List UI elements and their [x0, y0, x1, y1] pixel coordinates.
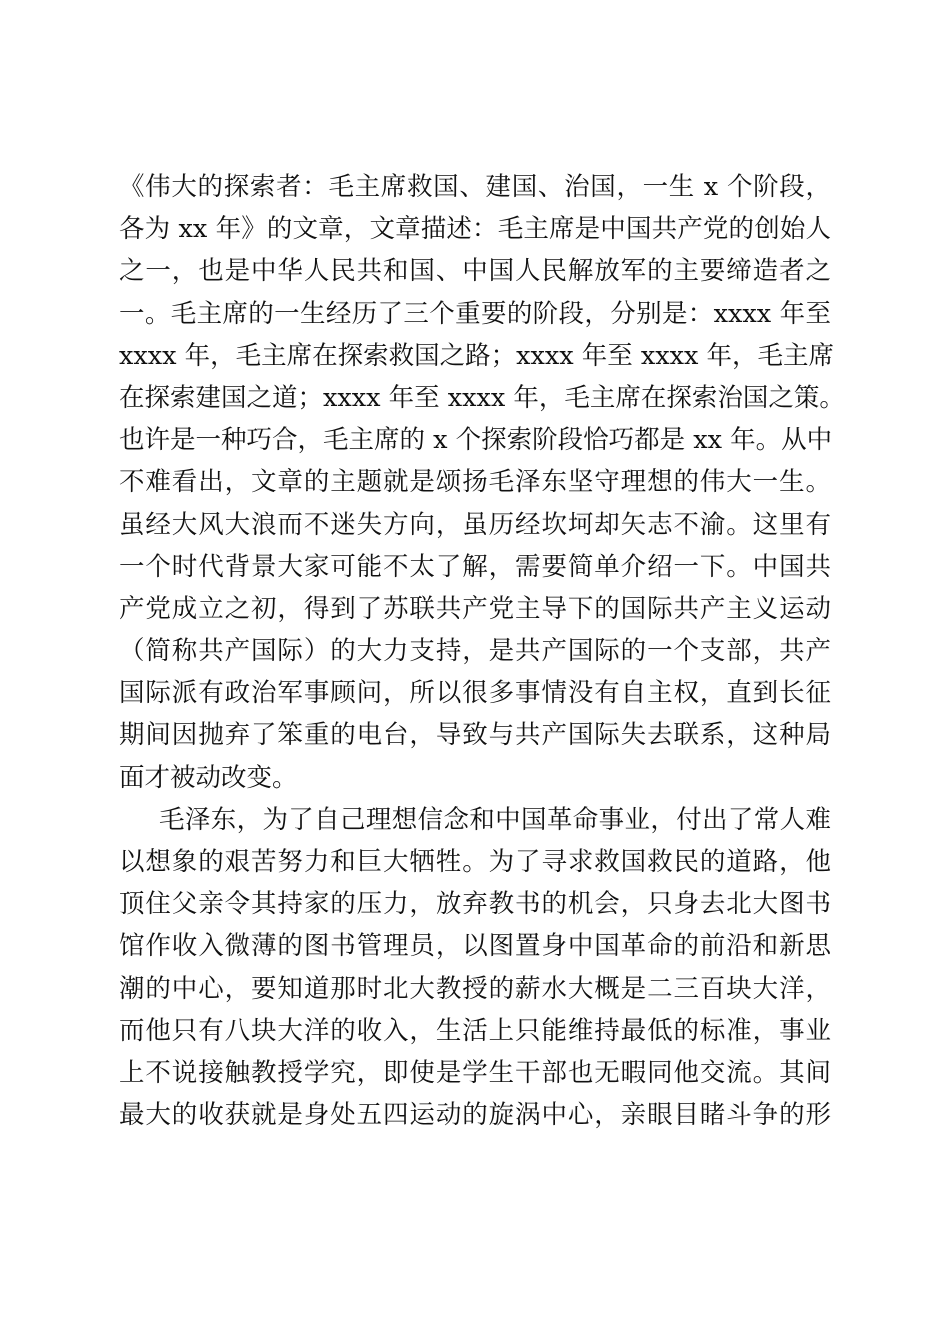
text-line: 《伟大的探索者：毛主席救国、建国、治国，一生 x 个阶段， [119, 172, 831, 202]
text-line: 以想象的艰苦努力和巨大牺牲。为了寻求救国救民的道路，他 [119, 847, 831, 877]
text-line: 国际派有政治军事顾问，所以很多事情没有自主权，直到长征 [119, 678, 831, 709]
text-line: xxxx 年，毛主席在探索救国之路；xxxx 年至 xxxx 年，毛主席 [119, 340, 834, 371]
text-line: 上不说接触教授学究，即使是学生干部也无暇同他交流。其间 [119, 1057, 831, 1088]
text-line: 虽经大风大浪而不迷失方向，虽历经坎坷却矢志不渝。这里有 [119, 509, 831, 540]
text-line: （简称共产国际）的大力支持，是共产国际的一个支部，共产 [119, 636, 831, 667]
paragraph-2 [119, 799, 831, 1137]
text-line: 也许是一种巧合，毛主席的 x 个探索阶段恰巧都是 xx 年。从中 [119, 425, 833, 456]
text-line: 一个时代背景大家可能不太了解，需要简单介绍一下。中国共 [119, 551, 831, 582]
text-line: 而他只有八块大洋的收入，生活上只能维持最低的标准，事业 [119, 1015, 831, 1046]
text-line: 面才被动改变。 [119, 762, 298, 793]
document-body [119, 166, 845, 1136]
text-line: 馆作收入微薄的图书管理员，以图置身中国革命的前沿和新思 [119, 931, 831, 962]
text-line: 最大的收获就是身处五四运动的旋涡中心，亲眼目睹斗争的形 [119, 1100, 831, 1131]
text-line: 一。毛主席的一生经历了三个重要的阶段，分别是：xxxx 年至 [119, 298, 831, 329]
text-line: 各为 xx 年》的文章，文章描述：毛主席是中国共产党的创始人 [119, 214, 831, 245]
text-line: 在探索建国之道；xxxx 年至 xxxx 年，毛主席在探索治国之策。 [119, 382, 845, 413]
text-line: 顶住父亲令其持家的压力，放弃教书的机会，只身去北大图书 [119, 889, 831, 920]
text-line: 产党成立之初，得到了苏联共产党主导下的国际共产主义运动 [119, 593, 831, 624]
paragraph-1 [119, 166, 845, 799]
text-line: 潮的中心，要知道那时北大教授的薪水大概是二三百块大洋， [119, 973, 831, 1004]
text-line: 之一，也是中华人民共和国、中国人民解放军的主要缔造者之 [119, 256, 831, 287]
text-line: 毛泽东，为了自己理想信念和中国革命事业，付出了常人难 [159, 804, 831, 835]
text-line: 不难看出，文章的主题就是颂扬毛泽东坚守理想的伟大一生。 [119, 467, 831, 498]
text-line: 期间因抛弃了笨重的电台，导致与共产国际失去联系，这种局 [119, 720, 831, 751]
